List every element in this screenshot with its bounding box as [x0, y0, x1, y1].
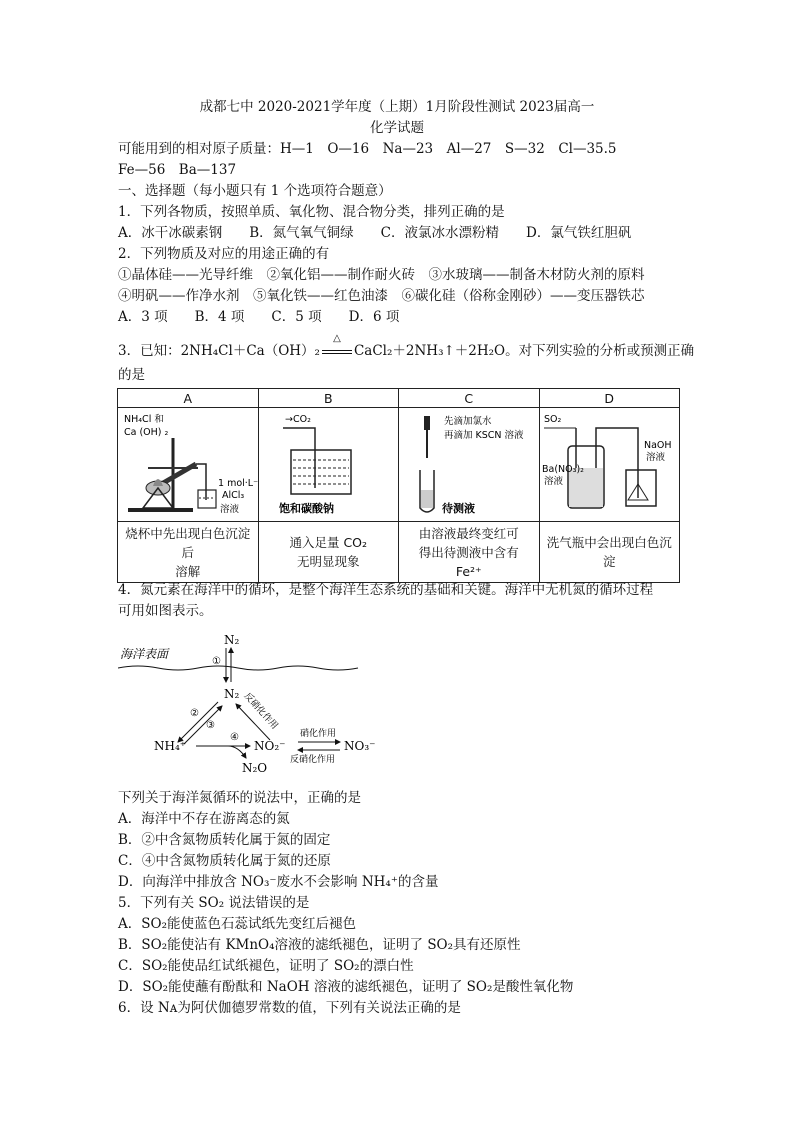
desc-a: [118, 522, 259, 583]
q5-option-d: D．SO₂能使蘸有酚酞和 NaOH 溶液的滤纸褪色，证明了 SO₂是酸性氧化物: [118, 979, 574, 995]
denitrification-label-2: 反硝化作用: [290, 755, 336, 765]
nh4-label: NH₄⁺: [154, 739, 187, 753]
desc-b-line-2: 无明显现象: [296, 554, 360, 569]
q4-option-a: A．海洋中不存在游离态的氮: [118, 811, 290, 827]
heat-symbol: △: [333, 333, 341, 344]
atomic-mass-line-2: Fe—56 Ba—137: [118, 162, 237, 178]
q4-option-b: B．②中含氮物质转化属于氮的固定: [118, 832, 331, 848]
no3-label: NO₃⁻: [344, 739, 376, 753]
fig-b-gas-label: →CO₂: [285, 414, 312, 425]
desc-c: [399, 522, 540, 583]
q4-stem-2: 可用如图表示。: [118, 603, 213, 619]
desc-b: [258, 522, 399, 583]
exam-title: 成都七中 2020-2021学年度（上期）1月阶段性测试 2023届高一: [199, 99, 595, 115]
n2o-label: N₂O: [242, 761, 268, 775]
section-title: 一、选择题（每小题只有 1 个选项符合题意）: [118, 183, 392, 199]
n2-ocean: N₂: [224, 687, 240, 701]
denitrification-label-1: 反硝化作用: [241, 691, 280, 732]
q5-option-a: A．SO₂能使蓝色石蕊试纸先变红后褪色: [118, 916, 356, 932]
fig-a-label-1: NH₄Cl 和: [124, 414, 164, 425]
desc-b-line-1: 通入足量 CO₂: [289, 535, 368, 550]
n2-atmosphere: N₂: [224, 633, 240, 647]
q6-stem: 6．设 Nᴀ为阿伏伽德罗常数的值，下列有关说法正确的是: [118, 1000, 461, 1016]
atomic-mass-line-1: 可能用到的相对原子质量：H—1 O—16 Na—23 Al—27 S—32 Cl—35.5: [118, 141, 617, 157]
fig-d-right-label-1: NaOH: [643, 440, 672, 451]
fig-d-gas-label: SO₂: [543, 414, 561, 425]
q1-options: A．冰干冰碳素钢 B．氮气氧气铜绿 C．液氯冰水漂粉精 D．氯气铁红胆矾: [118, 225, 632, 241]
col-header-d: D: [539, 389, 680, 408]
fig-c-step-1: 先滴加氯水: [443, 416, 492, 427]
desc-a-line-1: 烧杯中先出现白色沉淀后: [125, 525, 251, 560]
nitrogen-cycle-diagram: [118, 630, 388, 782]
q3-stem: [118, 333, 695, 360]
col-header-a: A: [118, 389, 259, 408]
step-1-label: ①: [212, 656, 221, 667]
q2-line-1: ①晶体硅——光导纤维 ②氧化铝——制作耐火砖 ③水玻璃——制备木材防火剂的原料: [118, 267, 645, 283]
nitrification-label: 硝化作用: [300, 729, 337, 739]
col-header-c: C: [399, 389, 540, 408]
fig-d-left-label-2: 溶液: [543, 476, 563, 487]
fig-a-label-5: 溶液: [220, 504, 240, 515]
figure-c-apparatus: [404, 408, 534, 518]
desc-d-line-2: 淀: [602, 554, 616, 569]
fig-a-label-4: AlCl₃: [222, 490, 245, 501]
fig-a-label-3: 1 mol·L⁻¹: [218, 478, 258, 489]
step-2-label: ②: [190, 708, 199, 719]
figure-d-apparatus: [540, 408, 680, 518]
q4-option-c: C．④中含氮物质转化属于氮的还原: [118, 853, 331, 869]
step-4-label: ④: [230, 732, 239, 743]
desc-a-line-2: 溶解: [175, 563, 201, 579]
no2-label: NO₂⁻: [254, 739, 286, 753]
q3-stem-part-a: 3．已知：2NH₄Cl＋Ca（OH）₂: [118, 343, 320, 359]
desc-d-line-1: 洗气瓶中会出现白色沉: [546, 535, 672, 550]
q4-question: 下列关于海洋氮循环的说法中，正确的是: [118, 790, 361, 806]
figure-a-apparatus: [118, 408, 258, 518]
desc-c-line-1: 由溶液最终变红可: [418, 525, 519, 541]
fig-c-step-2: 再滴加 KSCN 溶液: [443, 430, 524, 441]
q5-stem: 5．下列有关 SO₂ 说法错误的是: [118, 895, 310, 911]
figure-b-apparatus: [263, 408, 393, 518]
fig-a-label-2: Ca (OH) ₂: [124, 427, 169, 438]
exam-subtitle: 化学试题: [370, 120, 424, 136]
q2-stem: 2．下列物质及对应的用途正确的有: [118, 246, 330, 262]
figure-a-cell: [118, 408, 259, 522]
q2-options: A．3 项 B．4 项 C．5 项 D．6 项: [118, 309, 400, 325]
step-3-label: ③: [206, 720, 215, 731]
desc-d: [539, 522, 680, 583]
fig-d-right-label-2: 溶液: [645, 452, 665, 463]
col-header-b: B: [258, 389, 399, 408]
q4-option-d: D．向海洋中排放含 NO₃⁻废水不会影响 NH₄⁺的含量: [118, 874, 439, 890]
fig-d-left-label-1: Ba(NO₃)₂: [541, 464, 584, 475]
q4-stem-1: 4．氮元素在海洋中的循环，是整个海洋生态系统的基础和关键。海洋中无机氮的循环过程: [118, 582, 654, 598]
desc-c-line-2: 得出待测液中含有: [418, 544, 519, 560]
desc-c-line-3: Fe²⁺: [455, 563, 482, 579]
fig-b-solution-label: 饱和碳酸钠: [279, 502, 335, 515]
ocean-surface-label: 海洋表面: [120, 647, 169, 661]
q3-stem-end: 的是: [118, 367, 145, 383]
fig-c-sample-label: 待测液: [441, 502, 475, 515]
q1-stem: 1．下列各物质，按照单质、氧化物、混合物分类，排列正确的是: [118, 204, 505, 220]
q5-option-c: C．SO₂能使品红试纸褪色，证明了 SO₂的漂白性: [118, 958, 414, 974]
figure-b-cell: [258, 408, 399, 522]
q2-line-2: ④明矾——作净水剂 ⑤氧化铁——红色油漆 ⑥碳化硅（俗称金刚砂）——变压器铁芯: [118, 288, 645, 304]
figure-d-cell: [539, 408, 680, 522]
q3-experiment-table: [117, 388, 680, 583]
q3-stem-part-b: CaCl₂＋2NH₃↑＋2H₂O。对下列实验的分析或预测正确: [353, 343, 695, 359]
q5-option-b: B．SO₂能使沾有 KMnO₄溶液的滤纸褪色，证明了 SO₂具有还原性: [118, 937, 521, 953]
figure-c-cell: [399, 408, 540, 522]
